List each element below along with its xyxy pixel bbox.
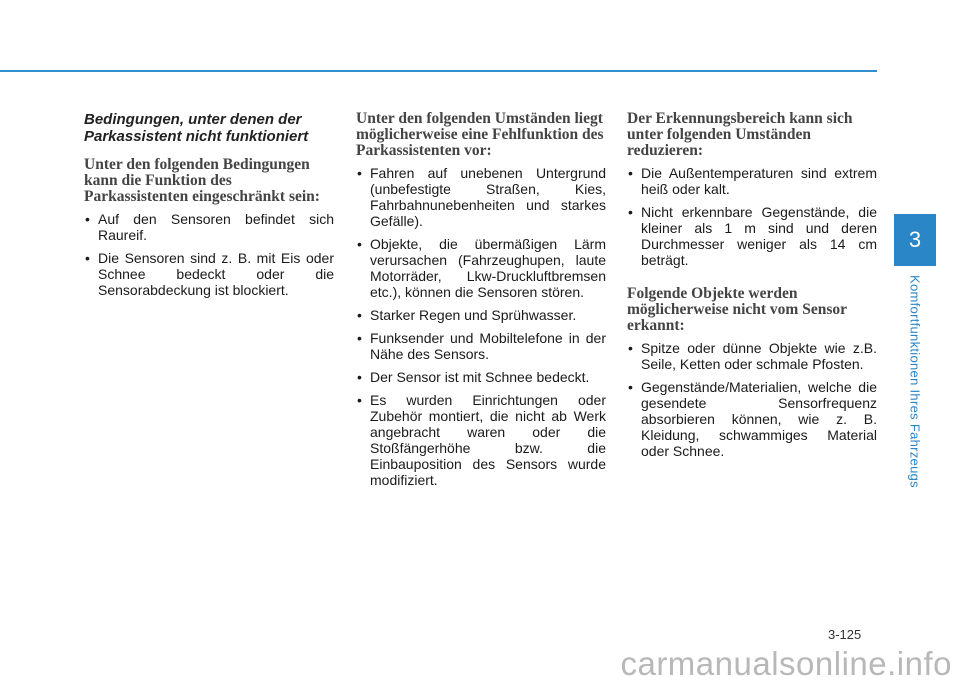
list-item: • Die Außentemperaturen sind extrem heiß oder kalt. [627, 165, 877, 197]
malfunction-list [356, 165, 606, 488]
column-1 [84, 111, 334, 305]
list-item: • Objekte, die übermäßigen Lärm verursachen (Fahrzeughupen, laute Motorräder, Lkw-Druckluftbremsen etc.), können die Sensoren stören. [356, 236, 606, 300]
list-item: • Fahren auf unebenen Untergrund (unbefestigte Straßen, Kies, Fahrbahnunebenheiten und starkes Gefälle). [356, 165, 606, 229]
list-item: • Es wurden Einrichtungen oder Zubehör montiert, die nicht ab Werk angebracht waren oder die Stoßfängerhöhe bzw. die Einbauposition des Sensors wurde modifiziert. [356, 392, 606, 488]
section-subheading: Unter den folgenden Umständen liegt möglicherweise eine Fehlfunktion des Parkassistenten vor: [356, 110, 604, 159]
condition-list [84, 211, 334, 298]
list-item: • Die Sensoren sind z. B. mit Eis oder Schnee bedeckt oder die Sensorabdeckung ist blockiert. [84, 250, 334, 298]
chapter-tab [894, 214, 936, 266]
section-subheading: Folgende Objekte werden möglicherweise nicht vom Sensor erkannt: [627, 285, 847, 334]
list-item: • Spitze oder dünne Objekte wie z.B. Seile, Ketten oder schmale Pfosten. [627, 340, 877, 372]
list-item: • Auf den Sensoren befindet sich Raureif. [84, 211, 334, 243]
watermark: carmanualsonline.info [620, 645, 952, 682]
page-number: 3-125 [828, 627, 862, 642]
column-2 [356, 111, 606, 495]
section-subheading: Der Erkennungsbereich kann sich unter folgenden Umständen reduzieren: [627, 110, 853, 159]
chapter-number: 3 [908, 227, 922, 252]
section-heading: Bedingungen, unter denen der Parkassistent nicht funktioniert [84, 111, 309, 145]
section-subheading: Unter den folgenden Bedingungen kann die Funktion des Parkassistenten eingeschränkt sein: [84, 156, 320, 205]
column-3 [627, 111, 877, 466]
list-item: • Nicht erkennbare Gegenstände, die kleiner als 1 m sind und deren Durchmesser weniger als 14 cm beträgt. [627, 204, 877, 268]
list-item: • Funksender und Mobiltelefone in der Nähe des Sensors. [356, 330, 606, 362]
header-rule [0, 70, 877, 72]
undetected-objects-list [627, 340, 877, 459]
list-item: • Gegenstände/Materialien, welche die gesendete Sensorfrequenz absorbieren können, wie z. B. Kleidung, schwammiges Material oder Schnee. [627, 379, 877, 459]
range-reduction-list [627, 165, 877, 268]
list-item: • Starker Regen und Sprühwasser. [356, 307, 606, 323]
chapter-title: Komfortfunktionen Ihres Fahrzeugs [907, 275, 923, 488]
list-item: • Der Sensor ist mit Schnee bedeckt. [356, 369, 606, 385]
